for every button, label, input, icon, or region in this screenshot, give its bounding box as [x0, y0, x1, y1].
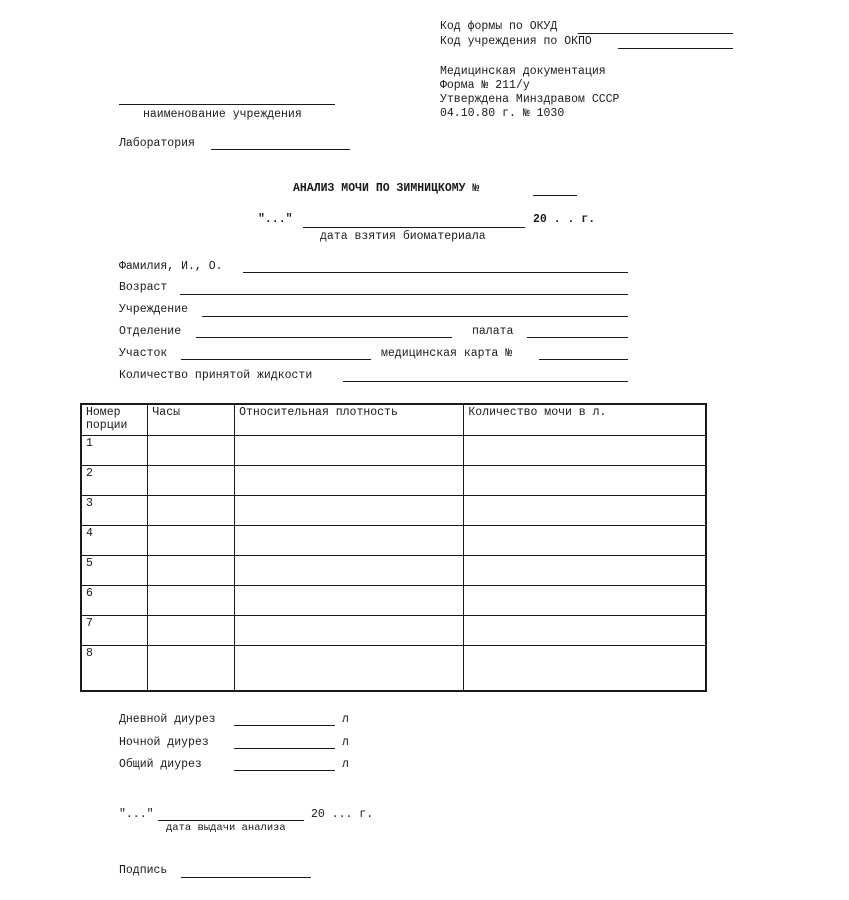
- day-diuresis-label: Дневной диурез: [119, 713, 216, 726]
- sample-date-caption: дата взятия биоматериала: [320, 230, 486, 243]
- cell-number: 4: [81, 526, 148, 556]
- cell-density[interactable]: [235, 616, 464, 646]
- header-hours: Часы: [148, 404, 235, 436]
- cell-volume[interactable]: [464, 526, 706, 556]
- portions-table: [80, 403, 707, 692]
- night-diuresis-unit: л: [342, 736, 349, 749]
- page-title: АНАЛИЗ МОЧИ ПО ЗИМНИЦКОМУ №: [293, 182, 480, 195]
- table-row: [81, 526, 706, 556]
- sample-date-year: 20 . . г.: [533, 213, 596, 226]
- cell-density[interactable]: [235, 466, 464, 496]
- cell-number: 2: [81, 466, 148, 496]
- cell-hours[interactable]: [148, 466, 235, 496]
- table-row: [81, 496, 706, 526]
- cell-number: 8: [81, 646, 148, 692]
- cell-density[interactable]: [235, 526, 464, 556]
- day-diuresis-input-line[interactable]: [234, 725, 335, 726]
- lab-input-line[interactable]: [211, 149, 350, 150]
- cell-number: 7: [81, 616, 148, 646]
- fluid-label: Количество принятой жидкости: [119, 369, 313, 382]
- cell-density[interactable]: [235, 646, 464, 692]
- department-label: Отделение: [119, 325, 182, 338]
- total-diuresis-input-line[interactable]: [234, 770, 335, 771]
- table-row: [81, 586, 706, 616]
- cell-number: 5: [81, 556, 148, 586]
- issue-date-quote: "...": [119, 808, 154, 821]
- district-input-line[interactable]: [181, 359, 371, 360]
- issue-date-line[interactable]: [158, 820, 304, 821]
- cell-number: 3: [81, 496, 148, 526]
- fio-input-line[interactable]: [243, 272, 628, 273]
- cell-density[interactable]: [235, 436, 464, 466]
- cell-density[interactable]: [235, 496, 464, 526]
- med-card-label: медицинская карта №: [381, 347, 513, 360]
- ward-input-line[interactable]: [527, 337, 628, 338]
- form-number: Форма № 211/у: [440, 79, 530, 92]
- cell-density[interactable]: [235, 586, 464, 616]
- cell-volume[interactable]: [464, 646, 706, 692]
- cell-hours[interactable]: [148, 556, 235, 586]
- institution-label: Учреждение: [119, 303, 189, 316]
- cell-volume[interactable]: [464, 556, 706, 586]
- total-diuresis-unit: л: [342, 758, 349, 771]
- age-label: Возраст: [119, 281, 168, 294]
- header-volume: Количество мочи в л.: [464, 404, 706, 436]
- okpo-input-line[interactable]: [618, 48, 733, 49]
- cell-volume[interactable]: [464, 466, 706, 496]
- approved-by: Утверждена Минздравом СССР: [440, 93, 620, 106]
- issue-date-caption: дата выдачи анализа: [166, 822, 286, 834]
- header-density: Относительная плотность: [235, 404, 464, 436]
- department-input-line[interactable]: [196, 337, 452, 338]
- fluid-input-line[interactable]: [343, 381, 628, 382]
- district-label: Участок: [119, 347, 168, 360]
- table-row: [81, 466, 706, 496]
- cell-hours[interactable]: [148, 646, 235, 692]
- sample-date-line[interactable]: [303, 227, 525, 228]
- age-input-line[interactable]: [180, 294, 628, 295]
- doc-type: Медицинская документация: [440, 65, 606, 78]
- cell-number: 6: [81, 586, 148, 616]
- night-diuresis-label: Ночной диурез: [119, 736, 209, 749]
- fio-label: Фамилия, И., О.: [119, 260, 223, 273]
- table-row: [81, 436, 706, 466]
- ward-label: палата: [472, 325, 514, 338]
- cell-density[interactable]: [235, 556, 464, 586]
- signature-line[interactable]: [181, 877, 311, 878]
- institution-input-line[interactable]: [202, 316, 628, 317]
- cell-hours[interactable]: [148, 616, 235, 646]
- analysis-number-line[interactable]: [533, 195, 577, 196]
- cell-volume[interactable]: [464, 436, 706, 466]
- table-row: [81, 616, 706, 646]
- sample-date-quote: "...": [258, 213, 293, 226]
- institution-name-line[interactable]: [119, 104, 335, 105]
- cell-volume[interactable]: [464, 496, 706, 526]
- table-row: [81, 646, 706, 692]
- med-card-input-line[interactable]: [539, 359, 628, 360]
- night-diuresis-input-line[interactable]: [234, 748, 335, 749]
- lab-label: Лаборатория: [119, 137, 195, 150]
- okpo-label: Код учреждения по ОКПО: [440, 35, 592, 48]
- day-diuresis-unit: л: [342, 713, 349, 726]
- issue-date-year: 20 ... г.: [311, 808, 374, 821]
- cell-number: 1: [81, 436, 148, 466]
- cell-volume[interactable]: [464, 616, 706, 646]
- cell-hours[interactable]: [148, 526, 235, 556]
- signature-label: Подпись: [119, 864, 168, 877]
- institution-caption: наименование учреждения: [143, 108, 302, 121]
- header-portion-number: Номер порции: [81, 404, 148, 436]
- cell-hours[interactable]: [148, 436, 235, 466]
- table-row: [81, 556, 706, 586]
- cell-volume[interactable]: [464, 586, 706, 616]
- approval-date: 04.10.80 г. № 1030: [440, 107, 565, 120]
- table-header-row: [81, 404, 706, 436]
- cell-hours[interactable]: [148, 496, 235, 526]
- cell-hours[interactable]: [148, 586, 235, 616]
- okud-label: Код формы по ОКУД: [440, 20, 558, 33]
- okud-input-line[interactable]: [578, 33, 733, 34]
- total-diuresis-label: Общий диурез: [119, 758, 202, 771]
